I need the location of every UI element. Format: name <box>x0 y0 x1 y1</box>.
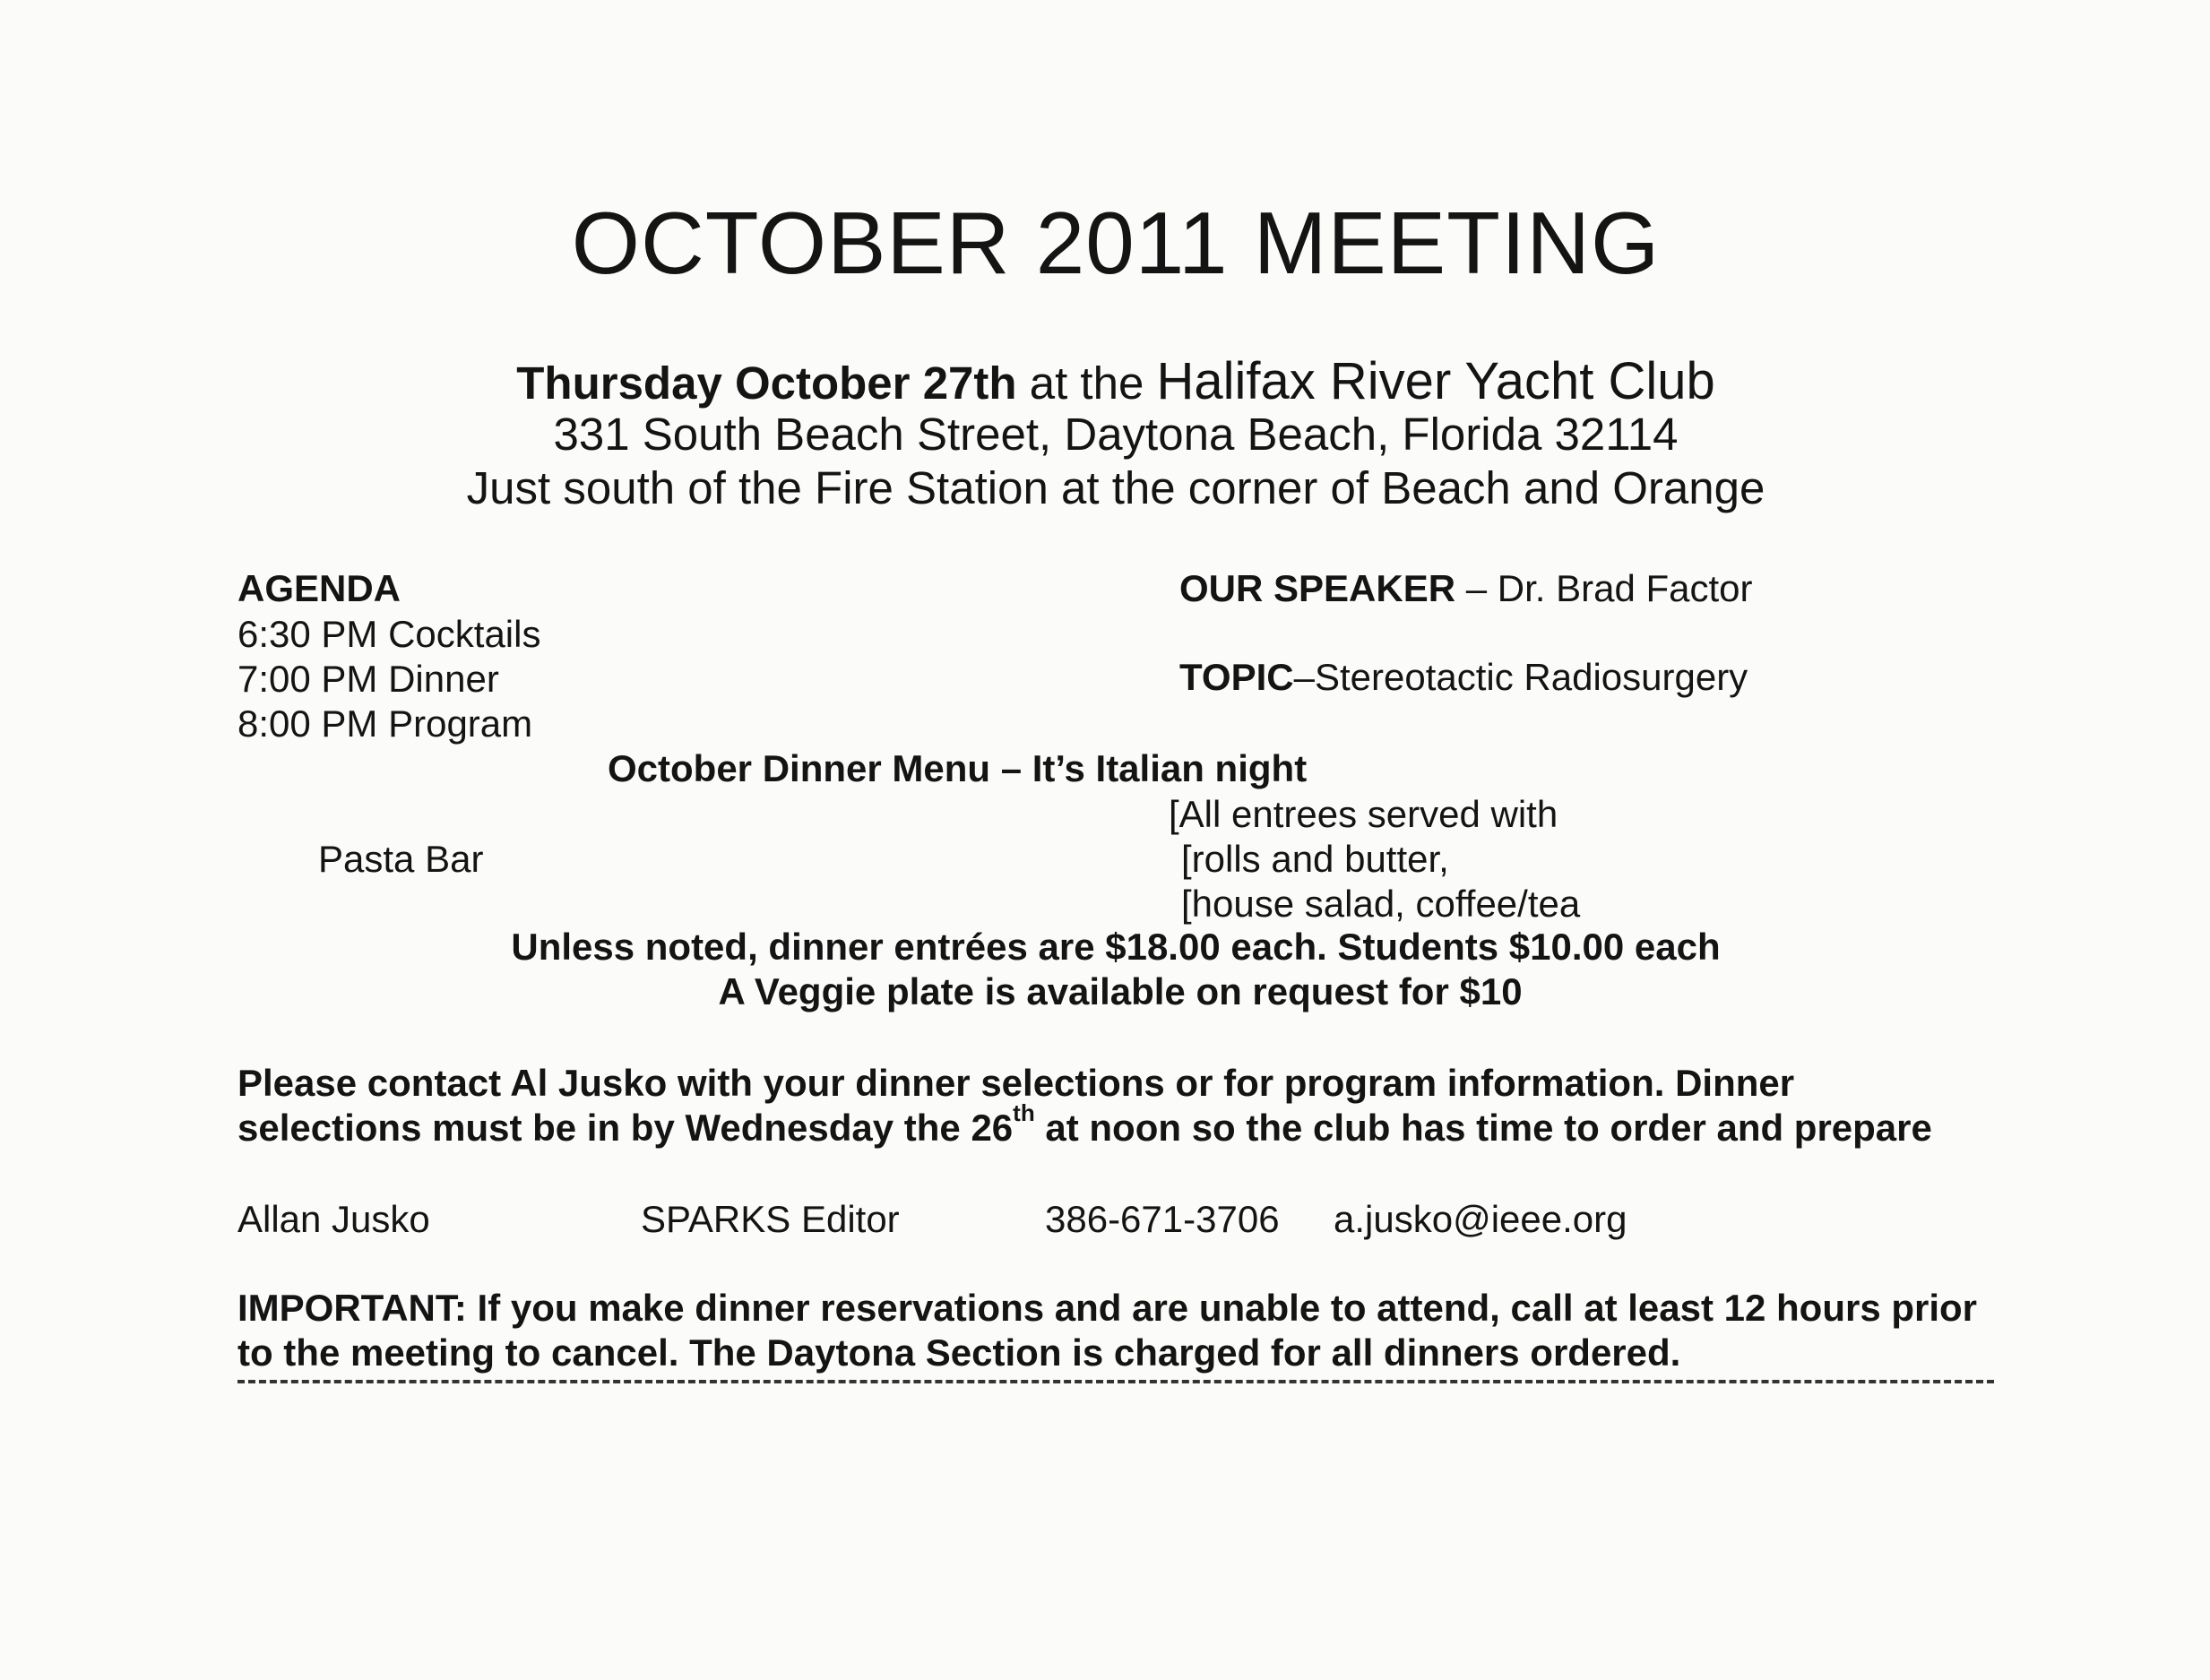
important-line-2: to the meeting to cancel. The Daytona Section is charged for all dinners ordered. <box>237 1331 1681 1374</box>
topic-separator: – <box>1293 656 1315 698</box>
contact-name: Allan Jusko <box>237 1198 430 1240</box>
contact-line: Please contact Al Jusko with your dinner selections or for program information. Dinner <box>237 1062 1795 1104</box>
venue-address: 331 South Beach Street, Daytona Beach, Florida 32114 <box>553 409 1679 460</box>
contact-deadline-line <box>237 1099 1932 1150</box>
menu-side: [rolls and butter, <box>1181 838 1449 880</box>
venue-name: Halifax River Yacht Club <box>1156 352 1715 410</box>
deadline-ordinal: th <box>1013 1099 1035 1126</box>
speaker-line <box>1179 567 1753 610</box>
menu-side: [house salad, coffee/tea <box>1181 883 1581 925</box>
agenda-item: 7:00 PM Dinner <box>237 658 499 700</box>
agenda-item: 6:30 PM Cocktails <box>237 613 541 655</box>
menu-heading: October Dinner Menu – It’s Italian night <box>608 747 1308 789</box>
menu-side: [All entrees served with <box>1169 793 1558 835</box>
dashed-divider <box>237 1380 1994 1383</box>
page-title: OCTOBER 2011 MEETING <box>571 194 1661 292</box>
important-text: If you make dinner reservations and are unable to attend, call at least 12 hours prior <box>466 1287 1978 1329</box>
topic-label: TOPIC <box>1179 656 1294 698</box>
speaker-name: Dr. Brad Factor <box>1497 567 1753 609</box>
agenda-item: 8:00 PM Program <box>237 702 533 745</box>
contact-role: SPARKS Editor <box>641 1198 900 1240</box>
venue-line <box>0 351 2210 411</box>
important-label: IMPORTANT: <box>237 1287 467 1329</box>
deadline-text-rest: at noon so the club has time to order and prepare <box>1034 1107 1932 1149</box>
contact-phone: 386-671-3706 <box>1045 1198 1280 1240</box>
speaker-separator: – <box>1455 567 1498 609</box>
contact-email: a.jusko@ieee.org <box>1334 1198 1627 1240</box>
agenda-heading: AGENDA <box>237 567 401 609</box>
menu-item: Pasta Bar <box>318 838 484 880</box>
venue-directions: Just south of the Fire Station at the corner of Beach and Orange <box>466 462 1765 513</box>
deadline-text: selections must be in by Wednesday the 26 <box>237 1107 1014 1149</box>
veggie-note: A Veggie plate is available on request for $10 <box>718 970 1523 1012</box>
pricing-note: Unless noted, dinner entrées are $18.00 each. Students $10.00 each <box>511 926 1721 968</box>
speaker-label: OUR SPEAKER <box>1179 567 1456 609</box>
meeting-date: Thursday October 27th <box>516 358 1017 409</box>
topic-text: Stereotactic Radiosurgery <box>1314 656 1748 698</box>
venue-connector: at the <box>1016 358 1157 409</box>
important-line <box>237 1287 1977 1330</box>
topic-line <box>1179 656 1748 699</box>
